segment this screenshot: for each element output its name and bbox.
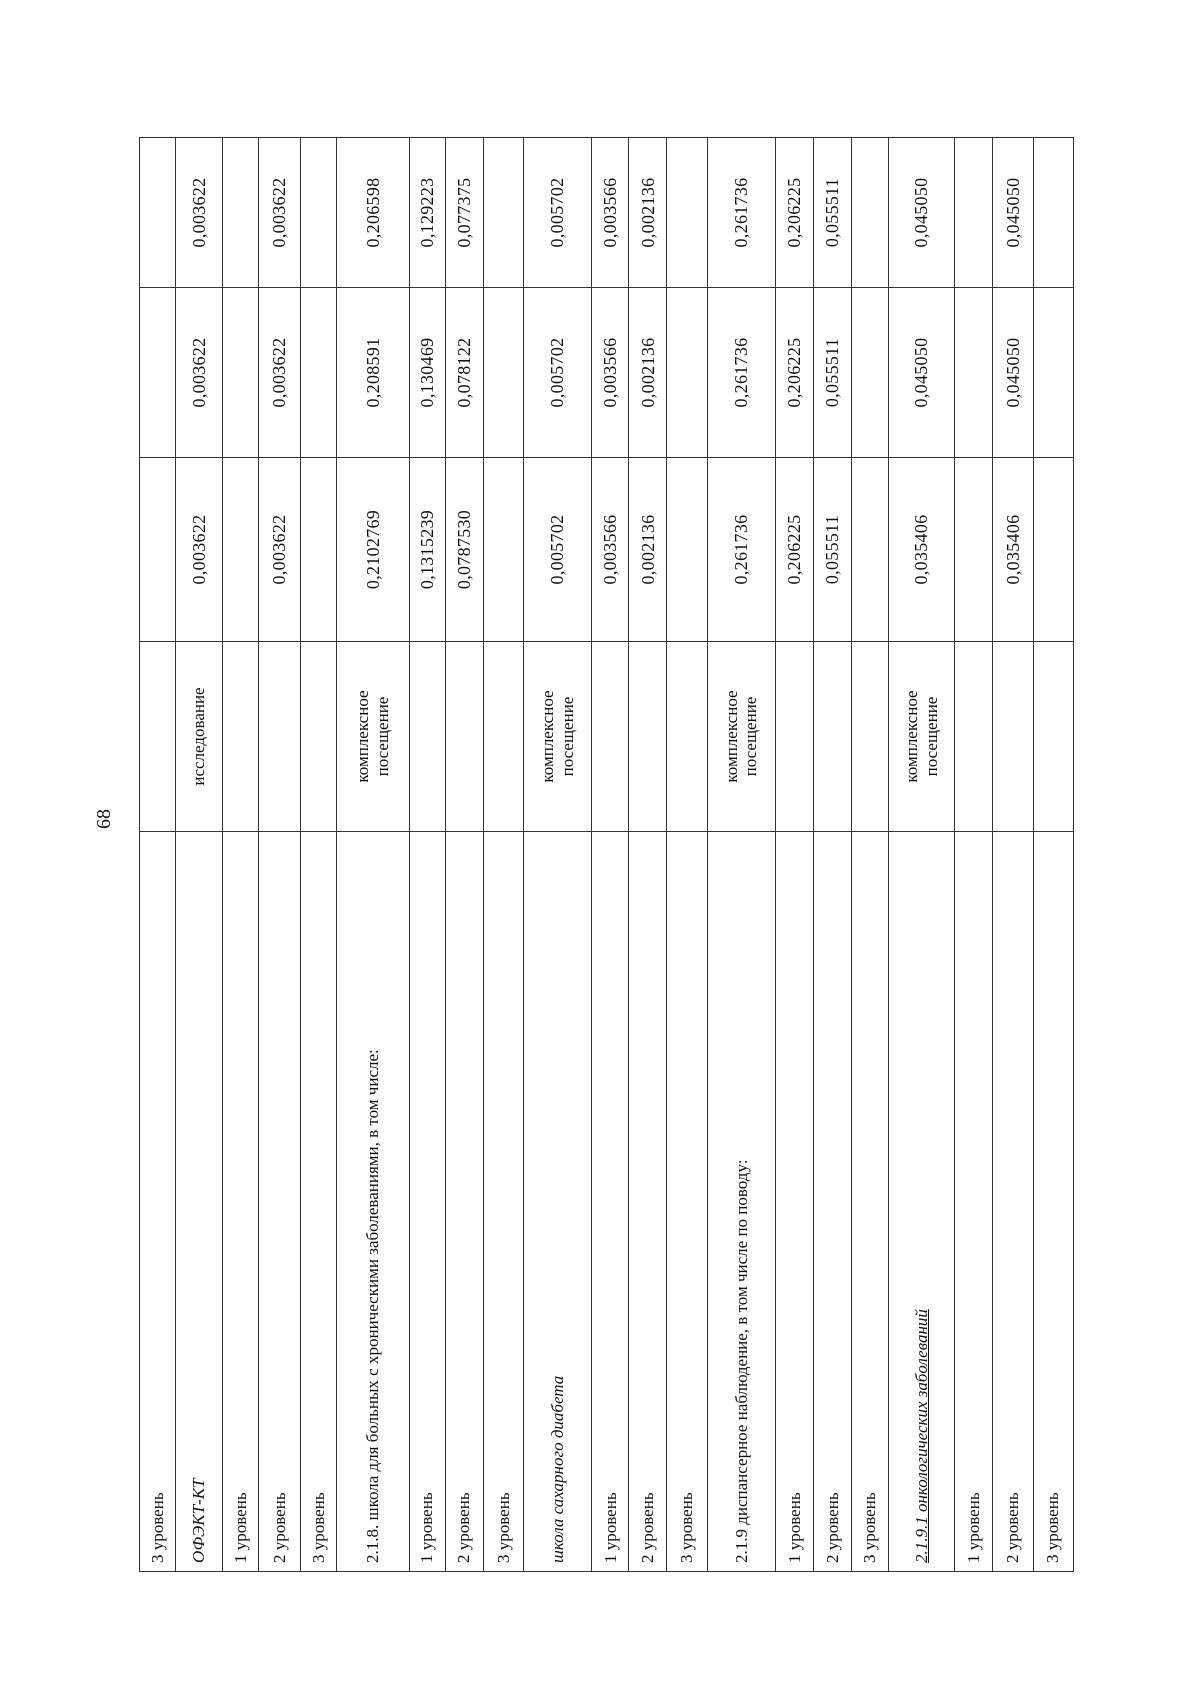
value-cell-1 bbox=[222, 458, 258, 642]
value-cell-1: 0,035406 bbox=[993, 458, 1033, 642]
row-name: 1 уровень bbox=[784, 1492, 804, 1563]
value-cell-3: 0,045050 bbox=[993, 138, 1033, 288]
value-cell-2: 0,130469 bbox=[409, 288, 445, 458]
value-cell-1: 0,003566 bbox=[592, 458, 629, 642]
row-name: 2 уровень bbox=[1003, 1492, 1023, 1563]
value-cell-2 bbox=[1033, 288, 1073, 458]
row-name: 3 уровень bbox=[1043, 1492, 1063, 1563]
table-row bbox=[776, 138, 814, 1572]
table-row bbox=[629, 138, 667, 1572]
table-row bbox=[175, 138, 222, 1572]
row-name-cell bbox=[222, 832, 258, 1572]
value-cell-3: 0,003622 bbox=[258, 138, 301, 288]
row-name-cell bbox=[776, 832, 814, 1572]
table-row bbox=[222, 138, 258, 1572]
row-unit-cell bbox=[1033, 642, 1073, 832]
row-unit-cell: комплексное посещение bbox=[337, 642, 410, 832]
row-name: 2.1.9 диспансерное наблюдение, в том числе по поводу: bbox=[731, 1159, 751, 1563]
rotated-table-container bbox=[139, 138, 1074, 1572]
value-cell-1: 0,003622 bbox=[258, 458, 301, 642]
value-cell-3: 0,077375 bbox=[445, 138, 483, 288]
value-cell-3 bbox=[483, 138, 523, 288]
row-name: 2.1.8. школа для больных с хроническими заболеваниями, в том числе: bbox=[363, 1049, 383, 1563]
value-cell-3: 0,129223 bbox=[409, 138, 445, 288]
value-cell-1: 0,005702 bbox=[524, 458, 592, 642]
row-name: 2 уровень bbox=[454, 1492, 474, 1563]
table-row bbox=[814, 138, 852, 1572]
row-name-cell bbox=[592, 832, 629, 1572]
value-cell-1 bbox=[1033, 458, 1073, 642]
table-row bbox=[445, 138, 483, 1572]
row-name: ОФЭКТ-КТ bbox=[189, 1478, 209, 1563]
row-name: 1 уровень bbox=[600, 1492, 620, 1563]
value-cell-2: 0,261736 bbox=[707, 288, 775, 458]
row-name: 1 уровень bbox=[417, 1492, 437, 1563]
value-cell-2: 0,206225 bbox=[776, 288, 814, 458]
row-name-cell bbox=[258, 832, 301, 1572]
value-cell-1: 0,1315239 bbox=[409, 458, 445, 642]
table-row bbox=[889, 138, 955, 1572]
value-cell-2: 0,208591 bbox=[337, 288, 410, 458]
row-name-cell bbox=[1033, 832, 1073, 1572]
row-unit-cell bbox=[222, 642, 258, 832]
row-unit-cell bbox=[814, 642, 852, 832]
indicators-table bbox=[139, 137, 1074, 1572]
table-row bbox=[524, 138, 592, 1572]
table-row bbox=[409, 138, 445, 1572]
table-row bbox=[852, 138, 889, 1572]
table-row bbox=[258, 138, 301, 1572]
table-row bbox=[301, 138, 337, 1572]
row-unit-cell bbox=[483, 642, 523, 832]
row-name-cell bbox=[301, 832, 337, 1572]
value-cell-2 bbox=[667, 288, 707, 458]
row-name: 3 уровень bbox=[308, 1492, 328, 1563]
value-cell-2: 0,002136 bbox=[629, 288, 667, 458]
value-cell-3: 0,005702 bbox=[524, 138, 592, 288]
row-name-cell bbox=[524, 832, 592, 1572]
row-unit-cell bbox=[445, 642, 483, 832]
row-name-cell bbox=[889, 832, 955, 1572]
value-cell-2: 0,045050 bbox=[993, 288, 1033, 458]
row-name: 2 уровень bbox=[638, 1492, 658, 1563]
table-row bbox=[337, 138, 410, 1572]
row-unit-cell bbox=[629, 642, 667, 832]
row-unit-cell bbox=[993, 642, 1033, 832]
row-name-cell bbox=[140, 832, 176, 1572]
row-name: 2 уровень bbox=[269, 1492, 289, 1563]
value-cell-2 bbox=[852, 288, 889, 458]
table-row bbox=[955, 138, 993, 1572]
row-name-cell bbox=[814, 832, 852, 1572]
row-name-cell bbox=[483, 832, 523, 1572]
row-name: школа сахарного диабета bbox=[547, 1375, 567, 1563]
page-number: 68 bbox=[93, 809, 115, 829]
value-cell-1 bbox=[483, 458, 523, 642]
row-name-cell bbox=[175, 832, 222, 1572]
value-cell-2 bbox=[222, 288, 258, 458]
value-cell-2: 0,078122 bbox=[445, 288, 483, 458]
row-name: 3 уровень bbox=[493, 1492, 513, 1563]
row-unit-cell bbox=[409, 642, 445, 832]
value-cell-1 bbox=[301, 458, 337, 642]
value-cell-3: 0,206598 bbox=[337, 138, 410, 288]
value-cell-2: 0,003622 bbox=[258, 288, 301, 458]
value-cell-3: 0,206225 bbox=[776, 138, 814, 288]
value-cell-3 bbox=[222, 138, 258, 288]
table-row bbox=[667, 138, 707, 1572]
row-name-cell bbox=[445, 832, 483, 1572]
row-unit-cell: комплексное посещение bbox=[707, 642, 775, 832]
value-cell-1: 0,261736 bbox=[707, 458, 775, 642]
value-cell-3: 0,055511 bbox=[814, 138, 852, 288]
value-cell-1: 0,206225 bbox=[776, 458, 814, 642]
value-cell-2 bbox=[140, 288, 176, 458]
value-cell-1 bbox=[140, 458, 176, 642]
value-cell-1 bbox=[852, 458, 889, 642]
row-unit-cell bbox=[852, 642, 889, 832]
table-row bbox=[707, 138, 775, 1572]
value-cell-1 bbox=[955, 458, 993, 642]
value-cell-3 bbox=[955, 138, 993, 288]
row-unit-cell bbox=[258, 642, 301, 832]
value-cell-1 bbox=[667, 458, 707, 642]
row-unit-cell bbox=[667, 642, 707, 832]
value-cell-3 bbox=[667, 138, 707, 288]
value-cell-3: 0,003622 bbox=[175, 138, 222, 288]
row-unit-cell: комплексное посещение bbox=[524, 642, 592, 832]
value-cell-1: 0,002136 bbox=[629, 458, 667, 642]
value-cell-3 bbox=[1033, 138, 1073, 288]
value-cell-2: 0,003622 bbox=[175, 288, 222, 458]
row-name: 1 уровень bbox=[230, 1492, 250, 1563]
value-cell-3: 0,002136 bbox=[629, 138, 667, 288]
row-name-cell bbox=[629, 832, 667, 1572]
value-cell-1: 0,055511 bbox=[814, 458, 852, 642]
row-name: 2 уровень bbox=[822, 1492, 842, 1563]
row-name: 3 уровень bbox=[147, 1492, 167, 1563]
row-name: 2.1.9.1 онкологических заболеваний bbox=[911, 1309, 931, 1563]
row-name: 3 уровень bbox=[677, 1492, 697, 1563]
row-name: 1 уровень bbox=[963, 1492, 983, 1563]
row-unit-cell bbox=[776, 642, 814, 832]
value-cell-2: 0,055511 bbox=[814, 288, 852, 458]
table-row bbox=[483, 138, 523, 1572]
value-cell-3: 0,003566 bbox=[592, 138, 629, 288]
value-cell-2 bbox=[955, 288, 993, 458]
value-cell-3: 0,045050 bbox=[889, 138, 955, 288]
row-name-cell bbox=[409, 832, 445, 1572]
value-cell-1: 0,0787530 bbox=[445, 458, 483, 642]
row-unit-cell bbox=[140, 642, 176, 832]
row-unit-cell: исследование bbox=[175, 642, 222, 832]
row-name-cell bbox=[337, 832, 410, 1572]
value-cell-3: 0,261736 bbox=[707, 138, 775, 288]
row-name: 3 уровень bbox=[860, 1492, 880, 1563]
value-cell-3 bbox=[140, 138, 176, 288]
value-cell-2: 0,005702 bbox=[524, 288, 592, 458]
value-cell-1: 0,2102769 bbox=[337, 458, 410, 642]
value-cell-2: 0,045050 bbox=[889, 288, 955, 458]
row-unit-cell bbox=[955, 642, 993, 832]
value-cell-3 bbox=[301, 138, 337, 288]
value-cell-2: 0,003566 bbox=[592, 288, 629, 458]
table-row bbox=[592, 138, 629, 1572]
table-row bbox=[1033, 138, 1073, 1572]
table-body bbox=[140, 138, 1074, 1572]
value-cell-3 bbox=[852, 138, 889, 288]
row-name-cell bbox=[955, 832, 993, 1572]
row-name-cell bbox=[852, 832, 889, 1572]
row-name-cell bbox=[993, 832, 1033, 1572]
row-unit-cell bbox=[592, 642, 629, 832]
table-row bbox=[993, 138, 1033, 1572]
value-cell-2 bbox=[301, 288, 337, 458]
row-unit-cell: комплексное посещение bbox=[889, 642, 955, 832]
row-unit-cell bbox=[301, 642, 337, 832]
value-cell-1: 0,035406 bbox=[889, 458, 955, 642]
value-cell-1: 0,003622 bbox=[175, 458, 222, 642]
row-name-cell bbox=[707, 832, 775, 1572]
row-name-cell bbox=[667, 832, 707, 1572]
table-row bbox=[140, 138, 176, 1572]
value-cell-2 bbox=[483, 288, 523, 458]
